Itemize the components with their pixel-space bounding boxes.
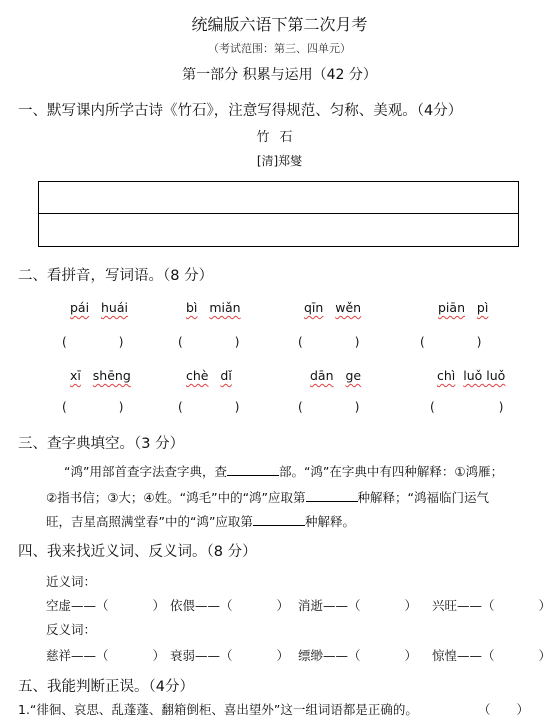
pinyin-item: xī shēng bbox=[70, 368, 131, 383]
poem-author: [清]郑燮 bbox=[256, 154, 303, 168]
answer-blank[interactable]: ( ) bbox=[298, 335, 360, 349]
synonym-item[interactable]: 消逝——（ ） bbox=[298, 598, 418, 613]
judgement-item-1: 1.“徘徊、哀思、乱蓬蓬、翻箱倒柜、喜出望外”这一组词语都是正确的。 bbox=[18, 702, 418, 717]
exam-scope: （考试范围：第三、四单元） bbox=[208, 42, 351, 55]
synonym-item[interactable]: 依偎——（ ） bbox=[170, 598, 290, 613]
dictionary-line-1: “鸿”用部首查字法查字典，查 部。“鸿”在字典中有四种解释：①鸿雁； bbox=[64, 464, 504, 479]
antonym-label: 反义词： bbox=[46, 622, 97, 637]
pinyin-item: chì luǒ luǒ bbox=[437, 368, 506, 383]
fill-blank[interactable] bbox=[306, 489, 358, 502]
answer-blank[interactable]: ( ) bbox=[62, 400, 124, 414]
synonym-label: 近义词： bbox=[46, 574, 97, 589]
fill-blank[interactable] bbox=[253, 513, 305, 526]
section3-heading: 三、查字典填空。（3 分） bbox=[18, 436, 185, 452]
antonym-item[interactable]: 慈祥——（ ） bbox=[46, 648, 166, 663]
answer-blank[interactable]: ( ) bbox=[62, 335, 124, 349]
synonym-item[interactable]: 兴旺——（ ） bbox=[432, 598, 552, 613]
poem-title: 竹石 bbox=[256, 130, 303, 145]
pinyin-item: qīn wěn bbox=[304, 300, 362, 315]
synonym-item[interactable]: 空虚——（ ） bbox=[46, 598, 166, 613]
fill-blank[interactable] bbox=[227, 463, 279, 476]
antonym-item[interactable]: 衰弱——（ ） bbox=[170, 648, 290, 663]
answer-blank[interactable]: ( ) bbox=[178, 400, 240, 414]
part-heading: 第一部分 积累与运用（42 分） bbox=[182, 67, 377, 83]
section4-heading: 四、我来找近义词、反义词。（8 分） bbox=[18, 544, 257, 560]
grid-divider bbox=[39, 213, 518, 214]
section2-heading: 二、看拼音，写词语。（8 分） bbox=[18, 268, 214, 284]
antonym-item[interactable]: 惊惶——（ ） bbox=[432, 648, 552, 663]
section5-heading: 五、我能判断正误。（4分） bbox=[18, 679, 194, 695]
writing-grid[interactable] bbox=[38, 181, 519, 247]
answer-blank[interactable]: ( ) bbox=[430, 400, 504, 414]
antonym-item[interactable]: 缥缈——（ ） bbox=[298, 648, 418, 663]
section1-heading: 一、默写课内所学古诗《竹石》，注意写得规范、匀称、美观。（4分） bbox=[18, 103, 463, 119]
dictionary-line-2: ②指书信；③大；④姓。“鸿毛”中的“鸿”应取第 种解释；“鸿福临门运气 bbox=[46, 490, 490, 505]
pinyin-item: bì miǎn bbox=[186, 300, 241, 315]
pinyin-item: chè dǐ bbox=[186, 368, 232, 383]
pinyin-item: dān ge bbox=[310, 368, 362, 383]
answer-blank[interactable]: ( ) bbox=[178, 335, 240, 349]
pinyin-item: pái huái bbox=[70, 300, 128, 315]
exam-title: 统编版六语下第二次月考 bbox=[191, 15, 368, 34]
pinyin-item: piān pì bbox=[438, 300, 489, 315]
dictionary-line-3: 旺，吉星高照满堂春”中的“鸿”应取第 种解释。 bbox=[46, 514, 355, 529]
judgement-answer[interactable]: （ ） bbox=[478, 702, 530, 717]
answer-blank[interactable]: ( ) bbox=[420, 335, 482, 349]
answer-blank[interactable]: ( ) bbox=[298, 400, 360, 414]
